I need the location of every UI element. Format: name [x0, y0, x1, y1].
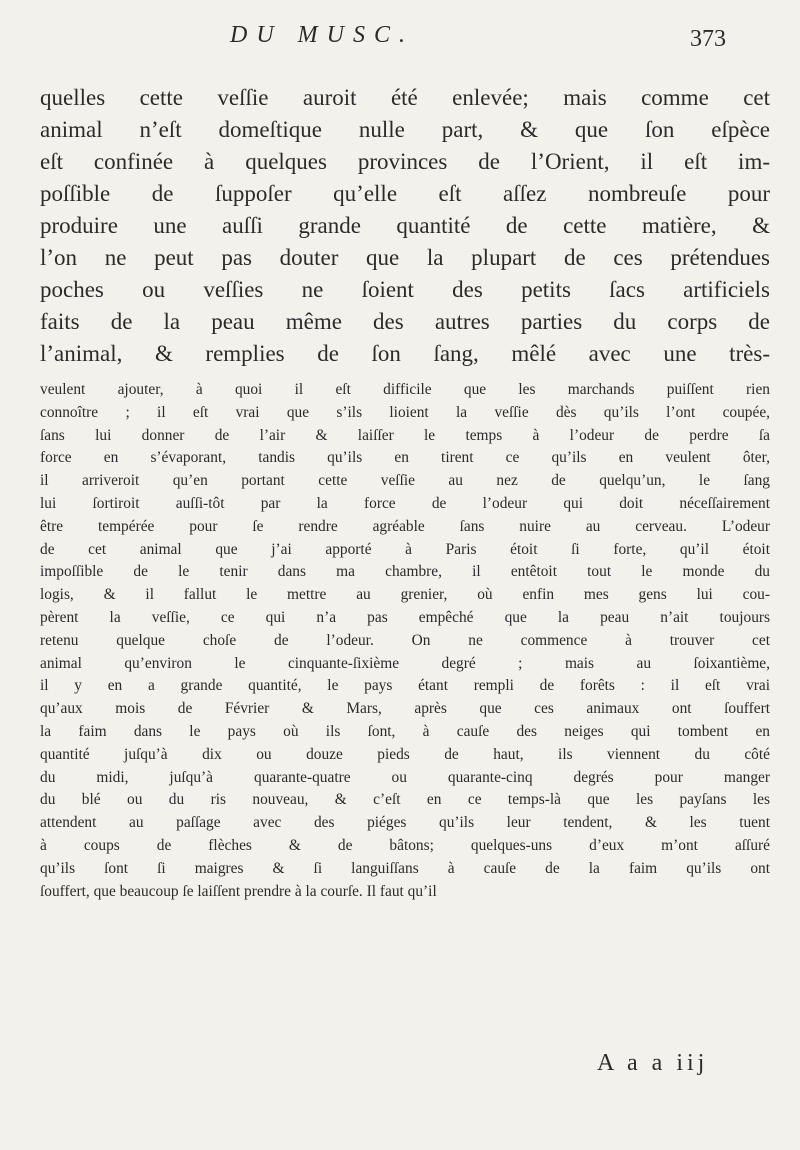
note-line: attendent au paſſage avec des piéges qu’ils leur tendent, & les tuent — [40, 814, 770, 832]
note-paragraph — [40, 379, 770, 903]
text-line: produire une auſſi grande quantité de cette matière, & — [40, 213, 770, 238]
note-line: à coups de flèches & de bâtons; quelques-uns d’eux m’ont aſſuré — [40, 836, 770, 854]
text-line: quelles cette veſſie auroit été enlevée; mais comme cet — [40, 85, 770, 110]
note-line: être tempérée pour ſe rendre agréable ſans nuire au cerveau. L’odeur — [40, 517, 770, 535]
note-line: animal qu’environ le cinquante-ſixième degré ; mais au ſoixantième, — [40, 654, 770, 672]
note-line: force en s’évaporant, tandis qu’ils en tirent ce qu’ils en veulent ôter, — [40, 449, 770, 467]
text-line: poches ou veſſies ne ſoient des petits ſacs artificiels — [40, 277, 770, 302]
text-line: l’on ne peut pas douter que la plupart de ces prétendues — [40, 245, 770, 270]
note-line: il arriveroit qu’en portant cette veſſie au nez de quelqu’un, le ſang — [40, 472, 770, 490]
note-line: qu’aux mois de Février & Mars, après que ces animaux ont ſouffert — [40, 700, 770, 718]
note-line: logis, & il fallut le mettre au grenier, où enfin mes gens lui cou- — [40, 586, 770, 604]
note-line: veulent ajouter, à quoi il eſt difficile que les marchands puiſſent rien — [40, 381, 770, 398]
note-line: il y en a grande quantité, le pays étant rempli de forêts : il eſt vrai — [40, 677, 770, 695]
note-line: ſouffert, que beaucoup ſe laiſſent prendre à la courſe. Il faut qu’il — [40, 882, 437, 900]
text-line: faits de la peau même des autres parties du corps de — [40, 309, 770, 334]
running-title: DU MUSC. — [230, 22, 414, 48]
note-line: pèrent la veſſie, ce qui n’a pas empêché que la peau n’ait toujours — [40, 608, 770, 626]
text-line: l’animal, & remplies de ſon ſang, mêlé avec une très- — [40, 341, 770, 366]
note-line: quantité juſqu’à dix ou douze pieds de haut, ils viennent du côté — [40, 745, 770, 763]
text-line: eſt confinée à quelques provinces de l’Orient, il eſt im- — [40, 149, 770, 174]
note-line: du blé ou du ris nouveau, & c’eſt en ce temps-là que les payſans les — [40, 791, 770, 809]
page-number: 373 — [690, 26, 726, 52]
text-line: poſſible de ſuppoſer qu’elle eſt aſſez nombreuſe pour — [40, 181, 770, 206]
note-line: la faim dans le pays où ils ſont, à cauſe des neiges qui tombent en — [40, 722, 770, 740]
text-line: animal n’eſt domeſtique nulle part, & que ſon eſpèce — [40, 117, 770, 142]
note-line: connoître ; il eſt vrai que s’ils lioient la veſſie dès qu’ils l’ont coupée, — [40, 403, 770, 421]
note-line: impoſſible de le tenir dans ma chambre, il entêtoit tout le monde du — [40, 563, 770, 581]
main-paragraph — [40, 82, 770, 370]
signature-mark: A a a iij — [597, 1050, 709, 1076]
note-line: de cet animal que j’ai apporté à Paris étoit ſi forte, qu’il étoit — [40, 540, 770, 558]
note-line: qu’ils ſont ſi maigres & ſi languiſſans à cauſe de la faim qu’ils ont — [40, 859, 770, 877]
page-header — [0, 20, 800, 60]
note-line: ſans lui donner de l’air & laiſſer le temps à l’odeur de perdre ſa — [40, 426, 770, 444]
note-line: lui ſortiroit auſſi-tôt par la force de l’odeur qui doit néceſſairement — [40, 494, 770, 512]
note-line: du midi, juſqu’à quarante-quatre ou quarante-cinq degrés pour manger — [40, 768, 770, 786]
note-line: retenu quelque choſe de l’odeur. On ne commence à trouver cet — [40, 631, 770, 649]
